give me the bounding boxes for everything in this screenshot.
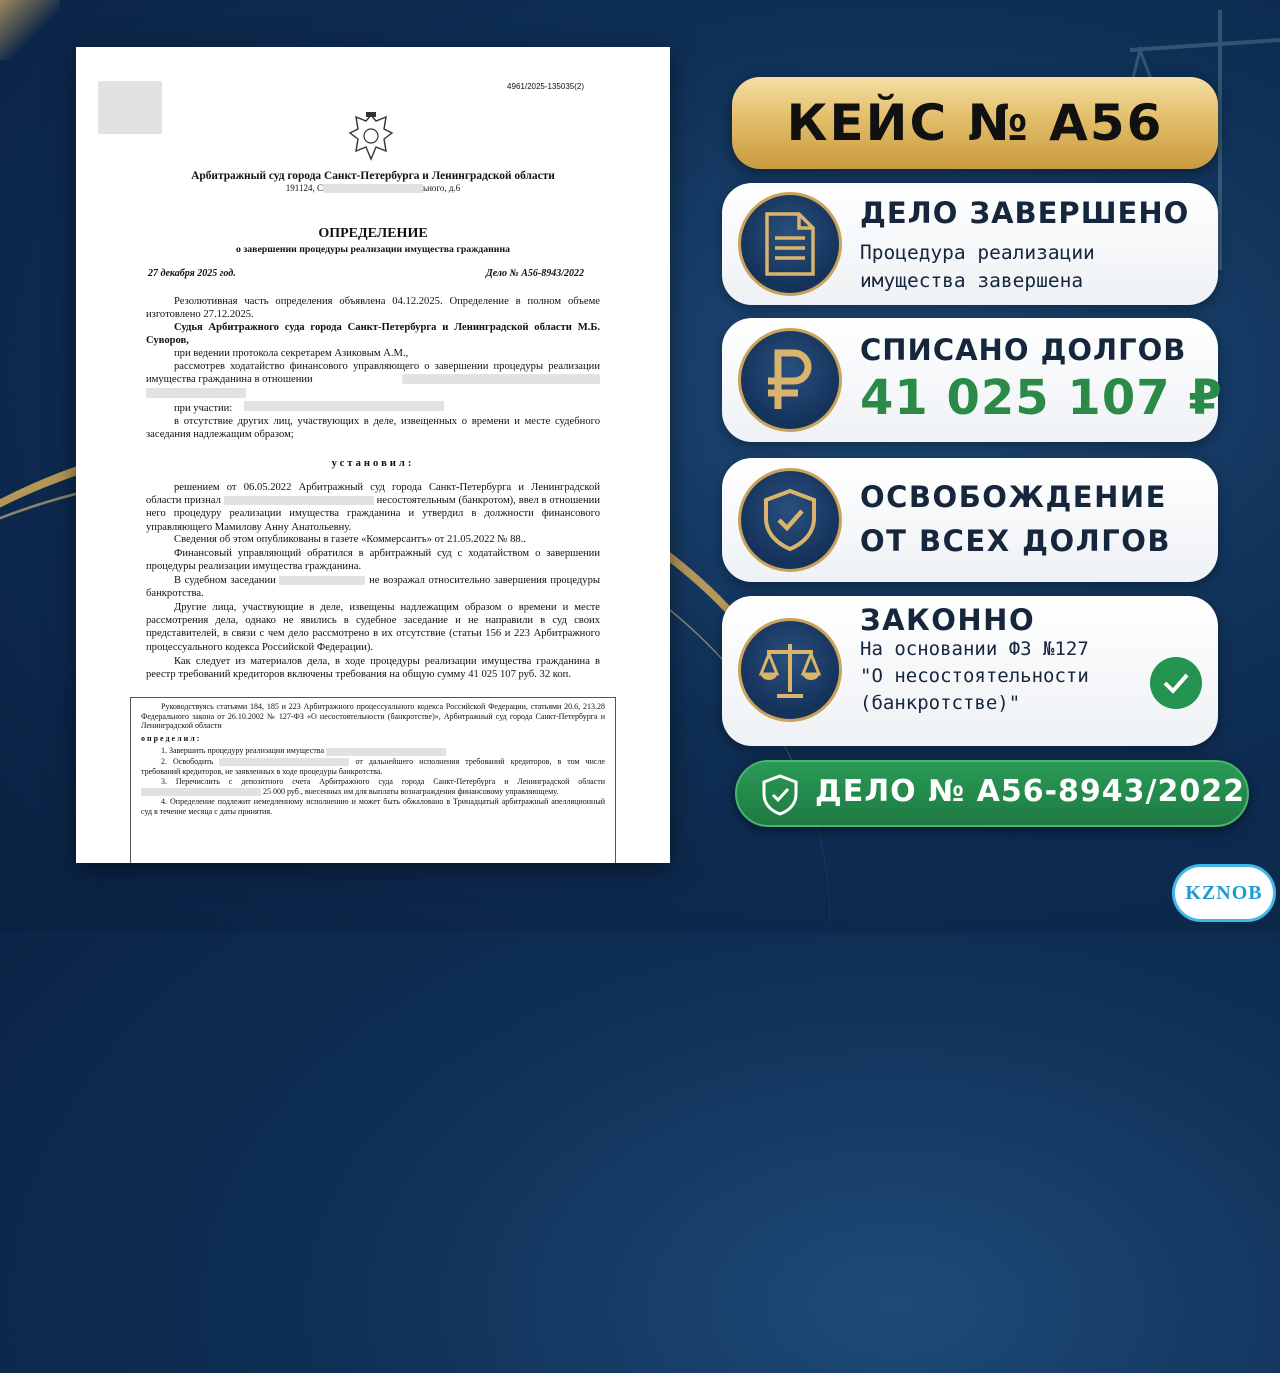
paragraph: Сведения об этом опубликованы в газете «Коммерсантъ» от 21.05.2022 № 88.. bbox=[174, 534, 527, 545]
card4-line3: (банкротстве)" bbox=[860, 692, 1021, 714]
card2-icon-circle bbox=[738, 328, 842, 432]
ruling-operative-box bbox=[130, 697, 616, 863]
box-paragraph: 4. Определение подлежит немедленному исполнению и может быть обжаловано в Тринадцатый арбитражный апелляционный суд в течение месяца с даты принятия. bbox=[141, 797, 605, 816]
case-title-banner bbox=[732, 77, 1218, 169]
scales-icon bbox=[759, 640, 821, 700]
court-ruling-document bbox=[76, 47, 670, 863]
coat-of-arms-icon bbox=[346, 111, 396, 163]
section-heading: установил: bbox=[331, 458, 415, 469]
paragraph-judge: Судья Арбитражного суда города Санкт-Петербурга и Ленинградской области М.Б. Суворов, bbox=[146, 322, 600, 347]
card3-line2: ОТ ВСЕХ ДОЛГОВ bbox=[860, 524, 1171, 558]
ruble-icon bbox=[762, 347, 818, 413]
paragraph: решением от 06.05.2022 Арбитражный суд города Санкт-Петербурга и Ленинградской области признал несостоятельным (банкротом), ввел в отношении него процедуру реализации имущества гражданина и утвердил в должности финансового управляющего Мамилову Анну Анатольевну. bbox=[146, 482, 600, 533]
document-subtitle: о завершении процедуры реализации имущества гражданина bbox=[235, 244, 510, 255]
card4-line1: На основании ФЗ №127 bbox=[860, 638, 1089, 660]
court-address: 191124, С ьного, д.6 bbox=[285, 183, 461, 193]
document-date: 27 декабря 2025 год. bbox=[148, 268, 236, 279]
box-paragraph: 1. Завершить процедуру реализации имущества bbox=[141, 746, 605, 756]
card3-icon-circle bbox=[738, 468, 842, 572]
card1-title: ДЕЛО ЗАВЕРШЕНО bbox=[860, 196, 1190, 230]
redacted-name bbox=[244, 401, 444, 411]
redacted-stamp bbox=[98, 81, 162, 134]
paragraph: при ведении протокола секретарем Азиковым А.М., bbox=[174, 348, 409, 359]
paragraph-total-debt: Как следует из материалов дела, в ходе процедуры реализации имущества гражданина в реестр требований кредиторов включены требования на общую сумму 41 025 107 руб. 32 коп. bbox=[146, 656, 600, 681]
court-name: Арбитражный суд города Санкт-Петербурга и Ленинградской области bbox=[191, 170, 555, 182]
brand-logo-text: KZNOB bbox=[1185, 881, 1263, 904]
case-title: КЕЙС № А56 bbox=[786, 94, 1164, 152]
paragraph: Другие лица, участвующие в деле, извещены надлежащим образом о времени и месте рассмотрения дела, однако не явились в судебное заседание и не направили в суд своих представителей, в связи с чем дело рассмотрено в их отсутствие (статьи 156 и 223 Арбитражного процессуального кодекса Российской Федерации). bbox=[146, 602, 600, 653]
document-title: ОПРЕДЕЛЕНИЕ bbox=[318, 226, 428, 241]
box-heading: определил: bbox=[141, 733, 202, 743]
card1-icon-circle bbox=[738, 192, 842, 296]
card2-title: СПИСАНО ДОЛГОВ bbox=[860, 333, 1187, 367]
box-paragraph: Руководствуясь статьями 184, 185 и 223 Арбитражного процессуального кодекса Российской Федерации, статьями 20.6, 213.28 Федерального закона от 26.10.2002 № 127-ФЗ «О несостоятельности (банкротстве)», Арбитражный суд города Санкт-Петербурга и Ленинградской области bbox=[141, 702, 605, 731]
shield-check-icon bbox=[762, 488, 818, 552]
document-number: 4961/2025-135035(2) bbox=[507, 82, 584, 91]
box-paragraph: 2. Освободить от дальнейшего исполнения требований кредиторов, в том числе требований кредиторов, не заявленных в ходе процедуры банкротства. bbox=[141, 756, 606, 776]
paragraph: рассмотрев ходатайство финансового управляющего о завершении процедуры реализации имущества гражданина в отношении bbox=[146, 361, 600, 386]
case-number-banner bbox=[735, 760, 1249, 827]
card4-line2: "О несостоятельности bbox=[860, 665, 1089, 687]
card3-line1: ОСВОБОЖДЕНИЕ bbox=[860, 480, 1167, 514]
paragraph: в отсутствие других лиц, участвующих в деле, извещенных о времени и месте судебного заседания надлежащим образом; bbox=[146, 416, 600, 441]
card1-line1: Процедура реализации bbox=[860, 241, 1095, 264]
card1-line2: имущества завершена bbox=[860, 269, 1084, 292]
check-icon bbox=[1150, 657, 1202, 709]
case-number: ДЕЛО № А56-8943/2022 bbox=[815, 774, 1245, 809]
shield-check-icon bbox=[761, 774, 799, 816]
paragraph: Финансовый управляющий обратился в арбитражный суд с ходатайством о завершении процедуры реализации имущества гражданина. bbox=[146, 548, 600, 573]
brand-badge bbox=[1172, 864, 1276, 922]
document-case-number: Дело № А56-8943/2022 bbox=[485, 268, 584, 279]
paragraph: при участии: bbox=[174, 403, 233, 414]
redacted-name bbox=[146, 388, 246, 398]
card4-title: ЗАКОННО bbox=[860, 603, 1036, 637]
corner-decoration bbox=[0, 0, 60, 60]
document-icon bbox=[763, 212, 817, 276]
card4-icon-circle bbox=[738, 618, 842, 722]
paragraph: Резолютивная часть определения объявлена 04.12.2025. Определение в полном объеме изготовлено 27.12.2025. bbox=[146, 296, 600, 321]
debt-amount: 41 025 107 ₽ bbox=[860, 370, 1223, 426]
box-paragraph: 3. Перечислить с депозитного счета Арбитражного суда города Санкт-Петербурга и Ленинградской области 25 000 руб., внесенных им для выплаты вознаграждения финансовому управляющему. bbox=[141, 777, 605, 796]
redacted-name bbox=[402, 374, 600, 384]
paragraph: В судебном заседании не возражал относительно завершения процедуры банкротства. bbox=[146, 575, 601, 600]
